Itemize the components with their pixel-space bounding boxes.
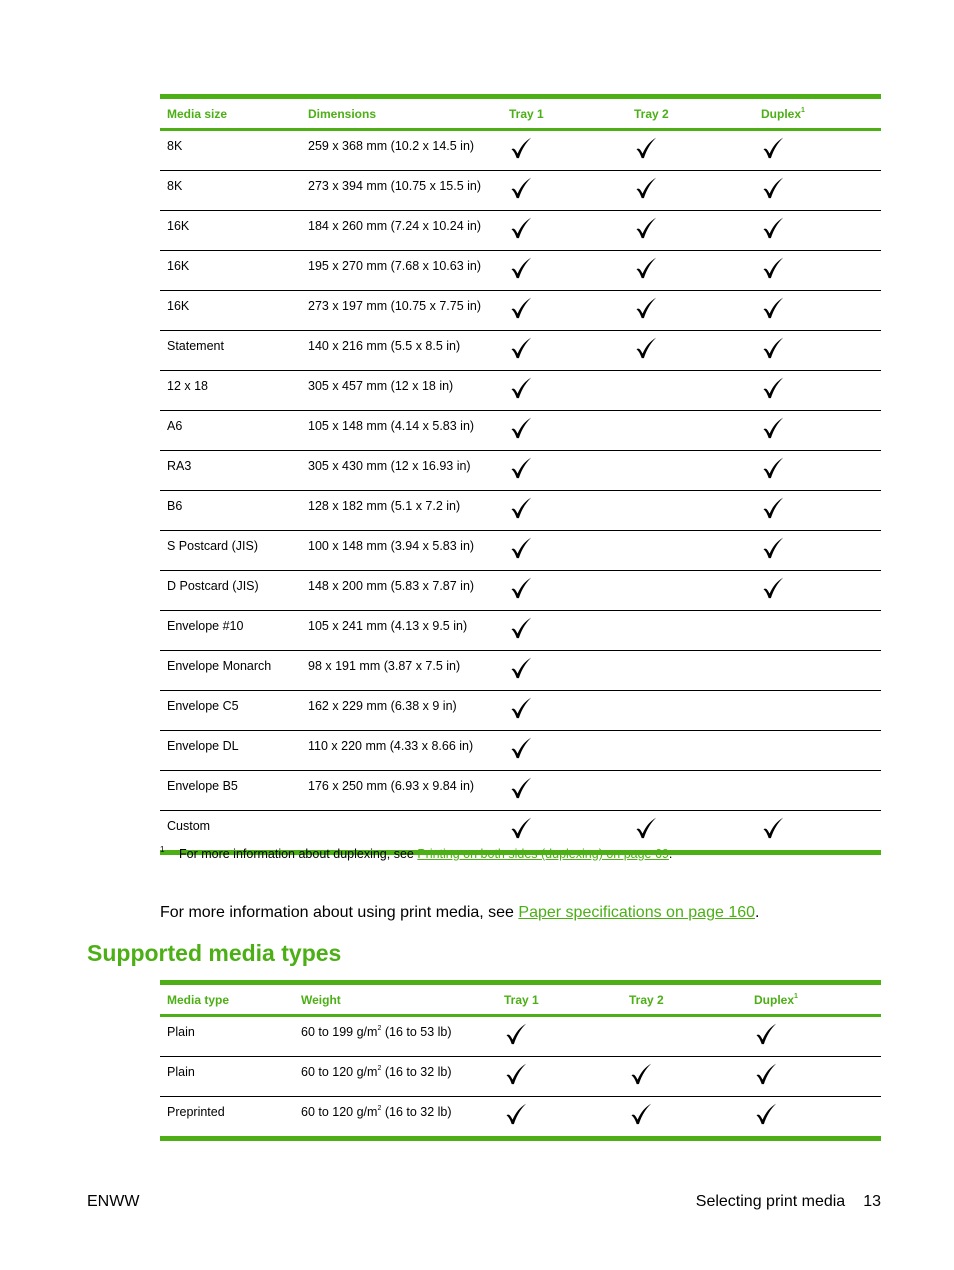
media-size-cell: 8K [160, 130, 301, 171]
media-size-cell: Statement [160, 331, 301, 371]
duplex-cell [754, 651, 881, 691]
weight-cell: 60 to 199 $g/m^2$ (16 to 53 lb) [294, 1016, 497, 1057]
table-row [160, 611, 881, 651]
check-mark-icon [634, 256, 658, 280]
check-mark-icon [761, 376, 785, 400]
table-row [160, 171, 881, 211]
tray2-cell [627, 130, 754, 171]
media-size-cell: Envelope Monarch [160, 651, 301, 691]
col-header-tray1: Tray 1 [504, 992, 539, 1007]
col-header-duplex: Duplex$^1$ [761, 106, 805, 121]
media-size-cell: 16K [160, 251, 301, 291]
media-type-cell: Preprinted [167, 1105, 225, 1119]
dimensions-cell: 184 x 260 mm (7.24 x 10.24 in) [301, 211, 502, 251]
check-mark-icon [634, 136, 658, 160]
check-mark-icon [509, 616, 533, 640]
duplex-cell [754, 771, 881, 811]
tray2-cell [627, 491, 754, 531]
col-header-tray2: Tray 2 [634, 106, 669, 121]
duplex-cell [747, 1016, 881, 1057]
check-mark-icon [634, 336, 658, 360]
check-mark-icon [634, 176, 658, 200]
duplex-cell [754, 451, 881, 491]
check-mark-icon [509, 296, 533, 320]
check-mark-icon [509, 136, 533, 160]
check-mark-icon [509, 176, 533, 200]
tray1-cell [502, 130, 627, 171]
check-mark-icon [754, 1062, 778, 1086]
weight-cell: 60 to 120 $g/m^2$ (16 to 32 lb) [301, 1104, 452, 1119]
table-row [160, 491, 881, 531]
tray2-cell [627, 731, 754, 771]
dimensions-cell: 105 x 241 mm (4.13 x 9.5 in) [301, 611, 502, 651]
media-size-cell: D Postcard (JIS) [160, 571, 301, 611]
media-size-cell: 12 x 18 [160, 371, 301, 411]
media-size-cell: Envelope B5 [160, 771, 301, 811]
media-size-cell: Envelope #10 [160, 611, 301, 651]
tray1-cell [502, 691, 627, 731]
media-size-cell: RA3 [160, 451, 301, 491]
col-header-tray2: Tray 2 [629, 992, 664, 1007]
tray1-cell [502, 571, 627, 611]
tray2-cell [627, 211, 754, 251]
check-mark-icon [509, 656, 533, 680]
tray1-cell [502, 211, 627, 251]
check-mark-icon [509, 216, 533, 240]
tray1-cell [502, 411, 627, 451]
footnote-marker: 1 [801, 106, 805, 114]
duplex-cell [754, 731, 881, 771]
duplex-cell [747, 1057, 881, 1097]
table-row [160, 331, 881, 371]
tray2-cell [627, 611, 754, 651]
tray2-cell [627, 251, 754, 291]
check-mark-icon [509, 336, 533, 360]
check-mark-icon [761, 416, 785, 440]
table-row [160, 130, 881, 171]
tray1-cell [502, 331, 627, 371]
tray1-cell [497, 1097, 622, 1139]
tray2-cell [627, 771, 754, 811]
table-row [160, 451, 881, 491]
tray2-cell [627, 411, 754, 451]
check-mark-icon [509, 576, 533, 600]
table-footnote: $^1$ For more information about duplexing, see Printing on both sides (duplexing) on page 69. [160, 845, 673, 861]
check-mark-icon [634, 296, 658, 320]
duplex-cell [754, 331, 881, 371]
media-size-cell: Custom [167, 819, 211, 833]
dimensions-cell: 162 x 229 mm (6.38 x 9 in) [301, 691, 502, 731]
duplex-cell [754, 811, 881, 853]
table-row [160, 571, 881, 611]
tray1-cell [502, 611, 627, 651]
check-mark-icon [754, 1102, 778, 1126]
check-mark-icon [509, 536, 533, 560]
check-mark-icon [761, 456, 785, 480]
check-mark-icon [509, 456, 533, 480]
duplex-cell [754, 531, 881, 571]
duplex-cell [754, 171, 881, 211]
table-header-row [160, 97, 881, 130]
check-mark-icon [761, 216, 785, 240]
weight-cell: 60 to 120 $g/m^2$ (16 to 32 lb) [294, 1057, 497, 1097]
footnote-number: 1 [160, 845, 165, 854]
media-size-cell: S Postcard (JIS) [160, 531, 301, 571]
table-row [160, 1016, 881, 1057]
tray2-cell [627, 651, 754, 691]
duplex-cell [747, 1097, 881, 1139]
tray2-cell [622, 1016, 747, 1057]
dimensions-cell: 100 x 148 mm (3.94 x 5.83 in) [301, 531, 502, 571]
table-row [160, 771, 881, 811]
tray2-cell [627, 571, 754, 611]
dimensions-cell: 105 x 148 mm (4.14 x 5.83 in) [301, 411, 502, 451]
dimensions-cell: 128 x 182 mm (5.1 x 7.2 in) [301, 491, 502, 531]
table-row [160, 371, 881, 411]
tray2-cell [627, 371, 754, 411]
tray1-cell [502, 771, 627, 811]
check-mark-icon [761, 256, 785, 280]
tray1-cell [497, 1057, 622, 1097]
table-row [160, 691, 881, 731]
check-mark-icon [504, 1102, 528, 1126]
tray1-cell [502, 491, 627, 531]
tray1-cell [502, 451, 627, 491]
dimensions-cell: 148 x 200 mm (5.83 x 7.87 in) [301, 571, 502, 611]
media-size-cell: 8K [160, 171, 301, 211]
duplex-cell [754, 211, 881, 251]
check-mark-icon [754, 1022, 778, 1046]
duplex-cell [754, 130, 881, 171]
footer-enww: ENWW [87, 1193, 140, 1210]
footer-section-title: Selecting print media [695, 1193, 846, 1210]
table-row [160, 531, 881, 571]
footnote-marker: 1 [794, 992, 798, 1000]
table-row [160, 211, 881, 251]
duplex-cell [754, 571, 881, 611]
tray1-cell [502, 531, 627, 571]
check-mark-icon [761, 536, 785, 560]
table-row [160, 731, 881, 771]
tray1-cell [502, 371, 627, 411]
check-mark-icon [629, 1102, 653, 1126]
check-mark-icon [509, 736, 533, 760]
dimensions-cell: 195 x 270 mm (7.68 x 10.63 in) [301, 251, 502, 291]
check-mark-icon [504, 1062, 528, 1086]
duplex-cell [754, 611, 881, 651]
section-heading: Supported media types [87, 940, 342, 966]
media-type-cell: Plain [160, 1016, 294, 1057]
tray1-cell [502, 251, 627, 291]
check-mark-icon [761, 816, 785, 840]
check-mark-icon [509, 376, 533, 400]
tray2-cell [627, 691, 754, 731]
media-size-cell: 16K [160, 211, 301, 251]
dimensions-cell: 176 x 250 mm (6.93 x 9.84 in) [301, 771, 502, 811]
duplex-cell [754, 491, 881, 531]
dimensions-cell: 110 x 220 mm (4.33 x 8.66 in) [301, 731, 502, 771]
duplex-cell [754, 411, 881, 451]
dimensions-cell: 259 x 368 mm (10.2 x 14.5 in) [301, 130, 502, 171]
table-row [160, 411, 881, 451]
tray2-cell [627, 171, 754, 211]
duplex-cell [754, 371, 881, 411]
dimensions-cell: 273 x 197 mm (10.75 x 7.75 in) [301, 291, 502, 331]
check-mark-icon [634, 216, 658, 240]
page-number: 13 [863, 1193, 881, 1210]
duplexing-link[interactable]: Printing on both sides (duplexing) on page 69 [417, 847, 669, 861]
check-mark-icon [761, 176, 785, 200]
check-mark-icon [761, 336, 785, 360]
check-mark-icon [509, 816, 533, 840]
footnote-text: For more information about duplexing, see [179, 847, 418, 861]
tray2-cell [627, 531, 754, 571]
paper-specifications-link[interactable]: Paper specifications on page 160 [518, 904, 756, 921]
table-row [160, 1097, 881, 1139]
table-row [160, 651, 881, 691]
duplex-cell [754, 291, 881, 331]
footer-page-info [696, 1193, 881, 1211]
dimensions-cell: 98 x 191 mm (3.87 x 7.5 in) [301, 651, 502, 691]
check-mark-icon [504, 1022, 528, 1046]
col-header-weight: Weight [301, 992, 341, 1007]
check-mark-icon [761, 136, 785, 160]
check-mark-icon [629, 1062, 653, 1086]
media-type-cell: Plain [160, 1057, 294, 1097]
tray1-cell [502, 731, 627, 771]
col-header-duplex: Duplex$^1$ [754, 992, 798, 1007]
tray2-cell [622, 1057, 747, 1097]
col-header-media-type: Media type [167, 992, 230, 1007]
check-mark-icon [509, 696, 533, 720]
col-header-media-size: Media size [167, 106, 228, 121]
duplex-cell [754, 251, 881, 291]
table-row [160, 1057, 881, 1097]
check-mark-icon [761, 296, 785, 320]
media-size-cell: Envelope DL [160, 731, 301, 771]
check-mark-icon [509, 256, 533, 280]
tray2-cell [627, 451, 754, 491]
duplex-cell [754, 691, 881, 731]
check-mark-icon [509, 496, 533, 520]
more-info-paragraph: For more information about using print media, see Paper specifications on page 160. [160, 904, 760, 921]
tray1-cell [502, 291, 627, 331]
tray1-cell [502, 651, 627, 691]
media-size-cell: B6 [160, 491, 301, 531]
media-size-cell: Envelope C5 [160, 691, 301, 731]
media-types-table [160, 980, 881, 1141]
check-mark-icon [761, 576, 785, 600]
col-header-dimensions: Dimensions [308, 106, 377, 121]
media-sizes-table [160, 94, 881, 855]
check-mark-icon [509, 416, 533, 440]
tray1-cell [502, 171, 627, 211]
dimensions-cell: 140 x 216 mm (5.5 x 8.5 in) [301, 331, 502, 371]
check-mark-icon [509, 776, 533, 800]
tray2-cell [627, 291, 754, 331]
table-row [160, 291, 881, 331]
col-header-tray1: Tray 1 [509, 106, 544, 121]
table-row [160, 251, 881, 291]
table-header-row [160, 983, 881, 1016]
dimensions-cell: 305 x 457 mm (12 x 18 in) [301, 371, 502, 411]
tray1-cell [497, 1016, 622, 1057]
media-size-cell: 16K [160, 291, 301, 331]
tray2-cell [622, 1097, 747, 1139]
dimensions-cell: 273 x 394 mm (10.75 x 15.5 in) [301, 171, 502, 211]
dimensions-cell: 305 x 430 mm (12 x 16.93 in) [301, 451, 502, 491]
check-mark-icon [761, 496, 785, 520]
media-size-cell: A6 [160, 411, 301, 451]
tray2-cell [627, 331, 754, 371]
check-mark-icon [634, 816, 658, 840]
